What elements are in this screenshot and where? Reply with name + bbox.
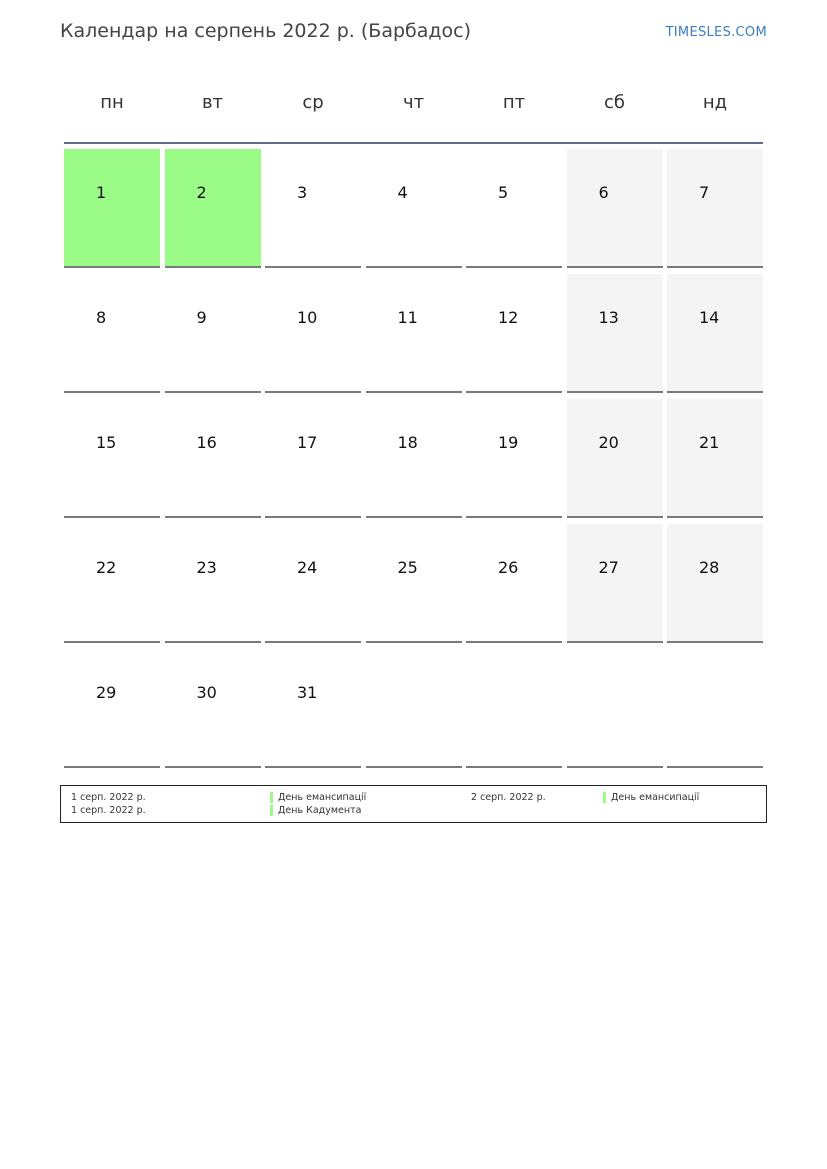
- legend-holiday-name: День емансипації: [611, 792, 700, 803]
- day-cell: [567, 274, 663, 393]
- holiday-marker-icon: [603, 792, 606, 803]
- day-cell: [366, 399, 462, 518]
- day-number: 27: [598, 558, 619, 577]
- day-number: 6: [598, 183, 609, 202]
- weekday-sun: нд: [702, 92, 728, 113]
- empty-day-cell: [667, 649, 763, 768]
- day-cell: [466, 149, 562, 268]
- day-number: 26: [498, 558, 519, 577]
- day-cell: [366, 274, 462, 393]
- day-cell: [567, 149, 663, 268]
- day-number: 7: [699, 183, 710, 202]
- day-number: 30: [196, 683, 217, 702]
- day-cell: [64, 524, 160, 643]
- day-cell: [567, 524, 663, 643]
- day-cell: [567, 399, 663, 518]
- legend-item: [71, 805, 371, 818]
- weekday-mon: пн: [100, 92, 124, 113]
- day-cell: [64, 649, 160, 768]
- day-number: 11: [397, 308, 418, 327]
- holiday-legend: [60, 785, 767, 823]
- day-number: 17: [297, 433, 318, 452]
- header-divider: [64, 142, 763, 144]
- day-cell: [265, 399, 361, 518]
- brand-link[interactable]: TIMESLES.COM: [665, 25, 767, 40]
- day-cell: [667, 399, 763, 518]
- day-cell: [165, 274, 261, 393]
- day-number: 24: [297, 558, 318, 577]
- day-number: 25: [397, 558, 418, 577]
- day-number: 22: [96, 558, 117, 577]
- weekday-tue: вт: [201, 92, 224, 113]
- weekday-wed: ср: [302, 92, 324, 113]
- day-number: 14: [699, 308, 720, 327]
- day-number: 31: [297, 683, 318, 702]
- day-number: 19: [498, 433, 519, 452]
- day-cell: [265, 524, 361, 643]
- day-number: 2: [196, 183, 207, 202]
- day-number: 5: [498, 183, 509, 202]
- weekday-sat: сб: [604, 92, 625, 113]
- day-cell: [165, 524, 261, 643]
- legend-holiday-name: День емансипації: [278, 792, 367, 803]
- day-cell: [667, 524, 763, 643]
- holiday-marker-icon: [270, 805, 273, 816]
- day-cell: [165, 399, 261, 518]
- day-cell: [165, 649, 261, 768]
- day-cell: [265, 274, 361, 393]
- weekday-header-row: [64, 80, 764, 130]
- day-number: 16: [196, 433, 217, 452]
- legend-item: [71, 792, 371, 805]
- day-number: 10: [297, 308, 318, 327]
- page-title: Календар на серпень 2022 р. (Барбадос): [60, 20, 472, 42]
- day-number: 23: [196, 558, 217, 577]
- day-number: 29: [96, 683, 117, 702]
- holiday-marker-icon: [270, 792, 273, 803]
- legend-holiday-name: День Кадумента: [278, 805, 362, 816]
- legend-date: 2 серп. 2022 р.: [471, 792, 546, 803]
- empty-day-cell: [366, 649, 462, 768]
- day-cell: [165, 149, 261, 268]
- day-number: 8: [96, 308, 107, 327]
- empty-day-cell: [567, 649, 663, 768]
- day-cell: [366, 149, 462, 268]
- day-number: 15: [96, 433, 117, 452]
- legend-date: 1 серп. 2022 р.: [71, 792, 146, 803]
- day-number: 4: [397, 183, 408, 202]
- day-number: 21: [699, 433, 720, 452]
- day-number: 18: [397, 433, 418, 452]
- day-number: 9: [196, 308, 207, 327]
- day-number: 20: [598, 433, 619, 452]
- day-cell: [265, 149, 361, 268]
- day-number: 28: [699, 558, 720, 577]
- day-cell: [667, 274, 763, 393]
- empty-day-cell: [466, 649, 562, 768]
- day-cell: [667, 149, 763, 268]
- weekday-fri: пт: [502, 92, 526, 113]
- day-cell: [466, 524, 562, 643]
- day-number: 12: [498, 308, 519, 327]
- day-cell: [265, 649, 361, 768]
- day-cell: [466, 399, 562, 518]
- legend-date: 1 серп. 2022 р.: [71, 805, 146, 816]
- day-cell: [64, 274, 160, 393]
- weekday-thu: чт: [402, 92, 425, 113]
- day-number: 3: [297, 183, 308, 202]
- day-cell: [64, 399, 160, 518]
- day-cell: [64, 149, 160, 268]
- day-number: 1: [96, 183, 107, 202]
- day-cell: [366, 524, 462, 643]
- legend-item: [471, 792, 761, 805]
- day-number: 13: [598, 308, 619, 327]
- day-cell: [466, 274, 562, 393]
